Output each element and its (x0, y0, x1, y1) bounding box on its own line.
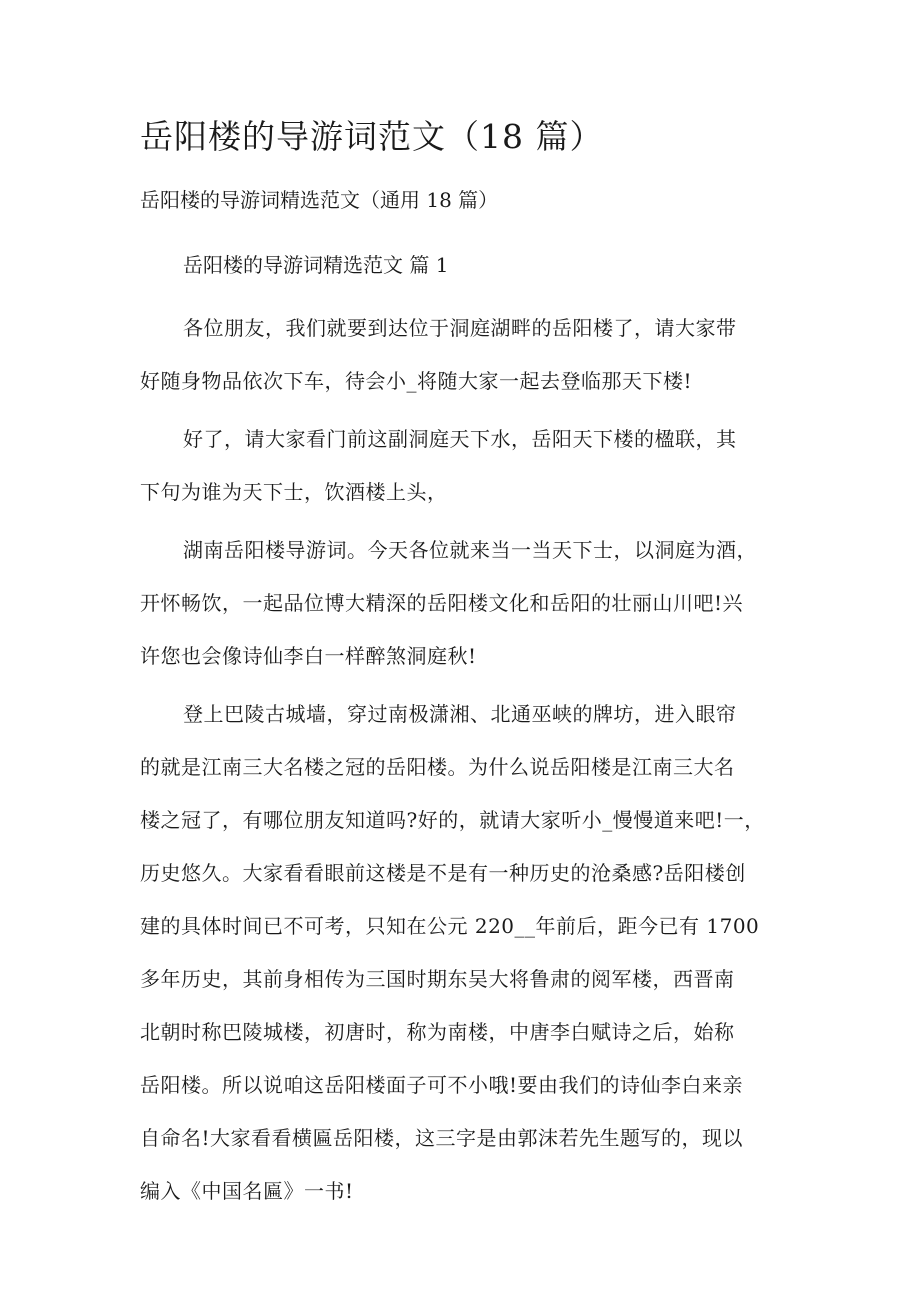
paragraph-line: 楼之冠了，有哪位朋友知道吗?好的，就请大家听小_慢慢道来吧!一， (140, 808, 765, 832)
paragraph-line: 好随身物品依次下车，待会小_将随大家一起去登临那天下楼! (140, 369, 693, 393)
paragraph-line: 岳阳楼。所以说咱这岳阳楼面子可不小哦!要由我们的诗仙李白来亲 (140, 1073, 744, 1097)
paragraph-3 (140, 524, 810, 683)
paragraph-line: 湖南岳阳楼导游词。今天各位就来当一当天下士，以洞庭为酒， (183, 538, 757, 562)
paragraph-line: 的就是江南三大名楼之冠的岳阳楼。为什么说岳阳楼是江南三大名 (140, 755, 735, 779)
paragraph-line: 历史悠久。大家看看眼前这楼是不是有一种历史的沧桑感?岳阳楼创 (140, 861, 746, 885)
section-heading: 岳阳楼的导游词精选范文 篇 1 (183, 253, 449, 277)
paragraph-1 (140, 302, 810, 408)
paragraph-line: 自命名!大家看看横匾岳阳楼，这三字是由郭沫若先生题写的，现以 (140, 1126, 744, 1150)
paragraph-line: 许您也会像诗仙李白一样醉煞洞庭秋! (140, 644, 477, 668)
paragraph-4 (140, 688, 810, 1218)
paragraph-line: 好了，请大家看门前这副洞庭天下水，岳阳天下楼的楹联，其 (183, 427, 737, 451)
paragraph-line: 各位朋友，我们就要到达位于洞庭湖畔的岳阳楼了，请大家带 (183, 316, 737, 340)
paragraph-line: 登上巴陵古城墙，穿过南极潇湘、北通巫峡的牌坊，进入眼帘 (183, 702, 737, 726)
document-title: 岳阳楼的导游词范文（18 篇） (140, 117, 604, 156)
paragraph-line: 编入《中国名匾》一书! (140, 1179, 354, 1203)
paragraph-line: 多年历史，其前身相传为三国时期东吴大将鲁肃的阅军楼，西晋南 (140, 967, 735, 991)
document-subtitle: 岳阳楼的导游词精选范文（通用 18 篇） (140, 188, 499, 212)
paragraph-line: 建的具体时间已不可考，只知在公元 220__年前后，距今已有 1700 (140, 914, 760, 938)
paragraph-line: 北朝时称巴陵城楼，初唐时，称为南楼，中唐李白赋诗之后，始称 (140, 1020, 735, 1044)
paragraph-2 (140, 413, 810, 519)
paragraph-line: 下句为谁为天下士，饮酒楼上头， (140, 480, 448, 504)
paragraph-line: 开怀畅饮，一起品位博大精深的岳阳楼文化和岳阳的壮丽山川吧!兴 (140, 591, 744, 615)
